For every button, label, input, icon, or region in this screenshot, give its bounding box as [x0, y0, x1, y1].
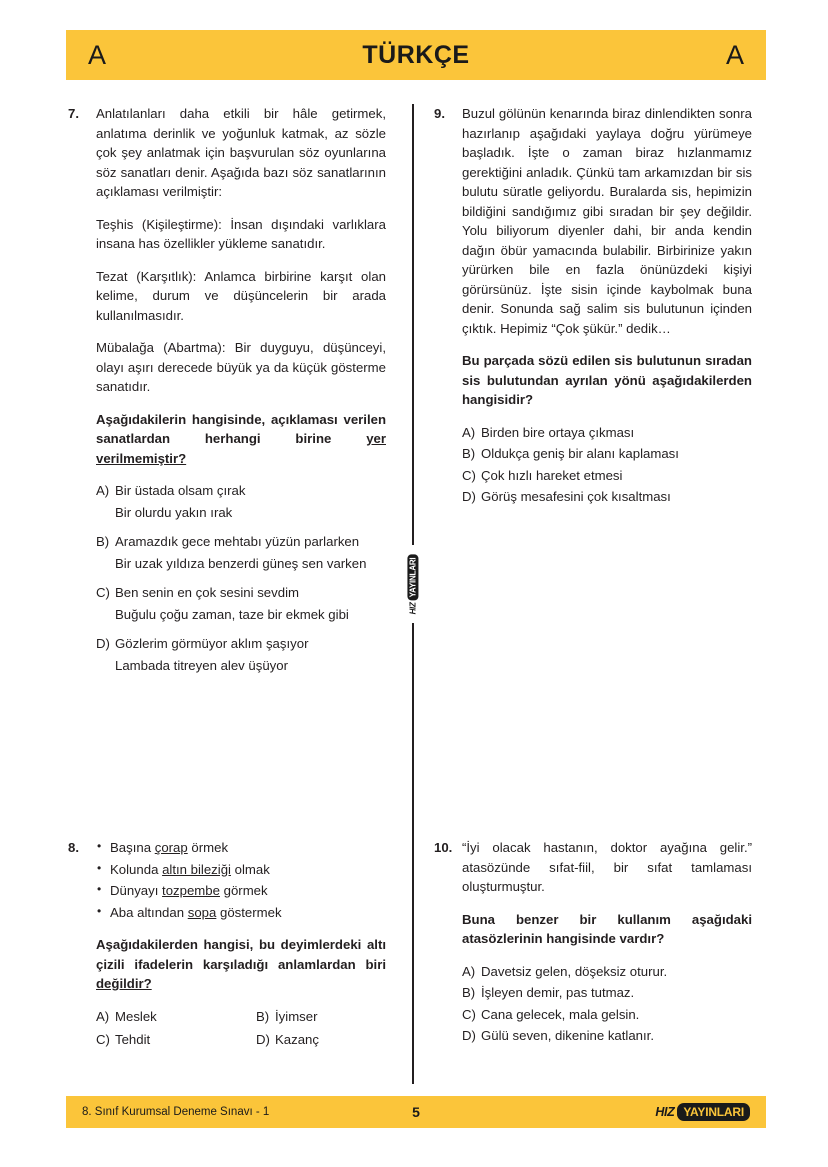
question-8-bullet-2-post: olmak	[230, 861, 270, 877]
question-9-option-d-letter: D)	[462, 489, 476, 504]
question-8-bullet-3-pre: Dünyayı	[110, 883, 163, 898]
question-7-option-d-line2: Lambada titreyen alev üşüyor	[115, 657, 289, 673]
question-7-option-d-letter: D)	[96, 636, 110, 651]
question-7-option-b-line1: Aramazdık gece mehtabı yüzün parlarken	[115, 534, 360, 549]
question-8-options	[96, 1007, 386, 1050]
question-8-bullet-4-post: göstermek	[216, 904, 282, 920]
header-booklet-letter-right: A	[725, 39, 744, 70]
question-9-option-a[interactable]	[462, 423, 752, 443]
question-10-option-b-letter: B)	[462, 985, 476, 1000]
question-10-option-a-letter: A)	[462, 963, 476, 979]
question-9	[434, 104, 752, 507]
question-7-option-a-line1: Bir üstada olsam çırak	[115, 483, 246, 498]
question-7-option-a-letter: A)	[96, 483, 110, 498]
footer-page-number: 5	[412, 1104, 420, 1120]
question-7-stem	[96, 410, 386, 469]
question-7-number: 7.	[68, 106, 79, 121]
question-10-option-c[interactable]	[462, 1005, 752, 1025]
page-title: TÜRKÇE	[362, 40, 470, 69]
question-7-option-b[interactable]	[96, 532, 386, 552]
question-8-idiom-list	[96, 838, 386, 922]
list-item	[96, 838, 386, 858]
question-8-bullet-1-pre: Başına	[110, 840, 155, 855]
question-7	[68, 104, 386, 675]
question-10-option-a[interactable]	[462, 962, 752, 982]
question-9-option-d-text: Görüş mesafesini çok kısaltması	[481, 489, 671, 504]
question-7-paragraph-3: Tezat (Karşıtlık): Anlamca birbirine karşıt olan kelime, durum ve düşüncelerin bir arada kullanılmasıdır.	[96, 268, 386, 323]
question-10-option-c-text: Cana gelecek, mala gelsin.	[481, 1006, 640, 1022]
question-8-option-b[interactable]	[256, 1007, 386, 1027]
list-item	[96, 860, 386, 880]
question-10-number: 10.	[434, 840, 453, 855]
question-8-bullet-3-post: görmek	[219, 883, 268, 898]
question-9-options	[462, 423, 752, 507]
list-item	[96, 903, 386, 923]
question-7-option-c-line2: Buğulu çoğu zaman, taze bir ekmek gibi	[115, 606, 349, 622]
spacer	[96, 524, 386, 532]
spacer	[96, 626, 386, 634]
question-7-options	[96, 481, 386, 675]
divider-publisher-badge	[399, 545, 427, 623]
left-column-bottom	[68, 838, 386, 1050]
question-9-option-b-letter: B)	[462, 446, 476, 461]
question-7-stem-underlined: yer verilmemiştir?	[96, 431, 386, 466]
question-8-option-c-letter: C)	[96, 1032, 110, 1047]
question-10-body	[462, 838, 752, 1046]
question-7-option-a-line2: Bir olurdu yakın ırak	[115, 504, 233, 520]
question-7-option-c[interactable]	[96, 583, 386, 603]
footer-publisher-logo	[655, 1103, 750, 1121]
left-column-top	[68, 104, 386, 677]
question-9-number: 9.	[434, 106, 445, 121]
question-9-option-b-text: Oldukça geniş bir alanı kaplaması	[481, 446, 679, 461]
question-8-bullet-4-underlined: sopa	[187, 904, 217, 920]
footer-logo-yayinlari: YAYINLARI	[677, 1103, 750, 1121]
question-8-option-a-text: Meslek	[115, 1008, 157, 1024]
question-7-option-b-line2: Bir uzak yıldıza benzerdi güneş sen varken	[115, 555, 367, 571]
question-10	[434, 838, 752, 1046]
question-8-bullet-2-pre: Kolunda	[110, 861, 163, 877]
question-8-bullet-1-underlined: çorap	[154, 840, 188, 855]
question-10-paragraph-1: “İyi olacak hastanın, doktor ayağına gelir.” atasözünde sıfat-fiil, bir sıfat tamlaması oluşturmuştur.	[462, 840, 752, 894]
question-9-option-c[interactable]	[462, 466, 752, 486]
question-7-option-a[interactable]	[96, 481, 386, 501]
question-8-body	[96, 838, 386, 1050]
question-9-option-a-letter: A)	[462, 424, 476, 440]
question-7-option-b-letter: B)	[96, 534, 110, 549]
question-10-option-a-text: Davetsiz gelen, döşeksiz oturur.	[481, 963, 668, 979]
question-7-paragraph-2: Teşhis (Kişileştirme): İnsan dışındaki varlıklara insana has özellikler yükleme sanatıdır.	[96, 216, 386, 251]
question-7-paragraph-4: Mübalağa (Abartma): Bir duyguyu, düşünceyi, olayı aşırı derecede büyük ya da küçük gösterme sanatıdır.	[96, 340, 386, 394]
question-8-bullet-1-post: örmek	[187, 840, 229, 855]
question-9-option-b[interactable]	[462, 444, 752, 464]
divider-logo-yayinlari: YAYINLARI	[408, 554, 419, 600]
question-10-options	[462, 962, 752, 1046]
question-8-option-a[interactable]	[96, 1007, 256, 1027]
divider-logo-hiz: HIZ	[408, 601, 418, 614]
question-8-bullet-2-underlined: altın bileziği	[162, 861, 231, 877]
question-8-option-d[interactable]	[256, 1030, 386, 1050]
question-7-option-c-letter: C)	[96, 585, 110, 600]
footer-exam-title: 8. Sınıf Kurumsal Deneme Sınavı - 1	[82, 1106, 270, 1118]
question-9-option-d[interactable]	[462, 487, 752, 507]
question-7-body	[96, 104, 386, 675]
question-8-number: 8.	[68, 840, 79, 855]
question-8	[68, 838, 386, 1050]
question-8-option-c-text: Tehdit	[115, 1032, 151, 1047]
question-9-option-a-text: Birden bire ortaya çıkması	[481, 424, 635, 440]
question-8-option-d-text: Kazanç	[275, 1032, 319, 1047]
question-10-option-c-letter: C)	[462, 1006, 476, 1022]
question-7-option-d-line1: Gözlerim görmüyor aklım şaşıyor	[115, 636, 309, 651]
question-9-body	[462, 104, 752, 507]
question-8-stem-pre: Aşağıdakilerden hangisi, bu deyimlerdeki altı çizili ifadelerin karşıladığı anlamlardan biri	[96, 937, 386, 972]
question-7-option-d[interactable]	[96, 634, 386, 654]
question-8-option-a-letter: A)	[96, 1008, 110, 1024]
question-9-paragraph-1: Buzul gölünün kenarında biraz dinlendikten sonra hazırlanıp aşağıdaki yaylaya doğru yürümeye başladık. İşte o zaman biraz hızlanmamız gerektiğini anladık. Çünkü tam arkamızdan bir sis bulutu süratle geliyordu. Buralarda sis, hepimizin bildiğini sandığımız gibi sıradan bir şey değildir. Yolu biliyorum diyenler dahi, bir anda kendin dağın öbür yamacında bulabilir. Birbirinize yakın yürürken bile en fazla önünüzdeki kişiyi görürsünüz. İşte sisin içinde kaybolmak buna denir. Sonunda sağ salim sis bulutunun içinden çıktık. Hepimiz “Çok şükür.” dedik…	[462, 106, 752, 336]
question-8-bullet-4-pre: Aba altından	[110, 904, 188, 920]
right-column-top	[434, 104, 752, 509]
list-item	[96, 881, 386, 901]
question-7-stem-pre: Aşağıdakilerin hangisinde, açıklaması verilen sanatlardan herhangi birine	[96, 411, 386, 446]
question-8-option-c[interactable]	[96, 1030, 256, 1050]
question-8-option-d-letter: D)	[256, 1032, 270, 1047]
page-header	[66, 30, 766, 80]
question-10-option-d-letter: D)	[462, 1028, 476, 1043]
question-8-stem	[96, 935, 386, 994]
question-8-bullet-3-underlined: tozpembe	[162, 883, 220, 898]
divider-logo	[407, 554, 420, 614]
question-7-paragraph-1: Anlatılanları daha etkili bir hâle getirmek, anlatıma derinlik ve yoğunluk katmak, az sözle çok şey anlatmak için başvurulan söz oyunlarına söz sanatları denir. Aşağıda bazı söz sanatlarının açıklaması verilmiştir:	[96, 106, 386, 199]
question-9-option-c-text: Çok hızlı hareket etmesi	[481, 467, 623, 483]
question-10-option-d-text: Gülü seven, dikenine katlanır.	[481, 1028, 655, 1043]
page-footer	[66, 1096, 766, 1128]
question-10-option-b[interactable]	[462, 983, 752, 1003]
question-7-option-c-line1: Ben senin en çok sesini sevdim	[115, 585, 299, 600]
question-8-stem-underlined: değildir?	[96, 976, 152, 991]
header-booklet-letter-left: A	[88, 39, 107, 70]
question-10-option-b-text: İşleyen demir, pas tutmaz.	[481, 985, 635, 1000]
spacer	[96, 575, 386, 583]
question-9-option-c-letter: C)	[462, 467, 476, 483]
right-column-bottom	[434, 838, 752, 1048]
question-10-stem: Buna benzer bir kullanım aşağıdaki atasözlerinin hangisinde vardır?	[462, 911, 752, 946]
footer-logo-hiz: HIZ	[655, 1105, 675, 1119]
question-10-option-d[interactable]	[462, 1026, 752, 1046]
question-9-stem: Bu parçada sözü edilen sis bulutunun sıradan sis bulutundan ayrılan yönü aşağıdakilerden hangisidir?	[462, 353, 752, 407]
question-8-option-b-letter: B)	[256, 1008, 270, 1024]
question-8-option-b-text: İyimser	[275, 1008, 318, 1024]
